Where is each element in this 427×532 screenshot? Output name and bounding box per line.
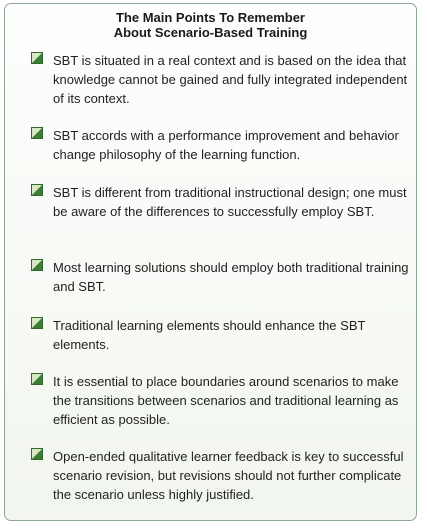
point-text: It is essential to place boundaries around scenarios to make the transitions between scenarios and traditional learning as efficient as possible. (53, 374, 399, 427)
green-square-bullet-icon (31, 317, 43, 329)
box-title-line-1: The Main Points To Remember (115, 10, 305, 25)
point-text: Traditional learning elements should enhance the SBT elements. (53, 318, 366, 352)
summary-box (4, 3, 417, 521)
green-square-bullet-icon (31, 127, 43, 139)
green-square-bullet-icon (31, 184, 43, 196)
green-square-bullet-icon (31, 448, 43, 460)
points-list (5, 4, 416, 520)
point-text: SBT is situated in a real context and is based on the idea that knowledge cannot be gained and fully integrated independent of its context. (53, 53, 408, 106)
point-text: Open-ended qualitative learner feedback is key to successful scenario revision, but revisions should not further complicate the scenario unless highly justified. (53, 449, 404, 502)
point-text: Most learning solutions should employ both traditional training and SBT. (53, 260, 409, 294)
green-square-bullet-icon (31, 373, 43, 385)
green-square-bullet-icon (31, 52, 43, 64)
green-square-bullet-icon (31, 259, 43, 271)
point-text: SBT accords with a performance improvement and behavior change philosophy of the learning function. (53, 128, 399, 162)
box-title-line-2: About Scenario-Based Training (113, 25, 308, 40)
point-text: SBT is different from traditional instructional design; one must be aware of the differences to successfully employ SBT. (53, 185, 407, 219)
